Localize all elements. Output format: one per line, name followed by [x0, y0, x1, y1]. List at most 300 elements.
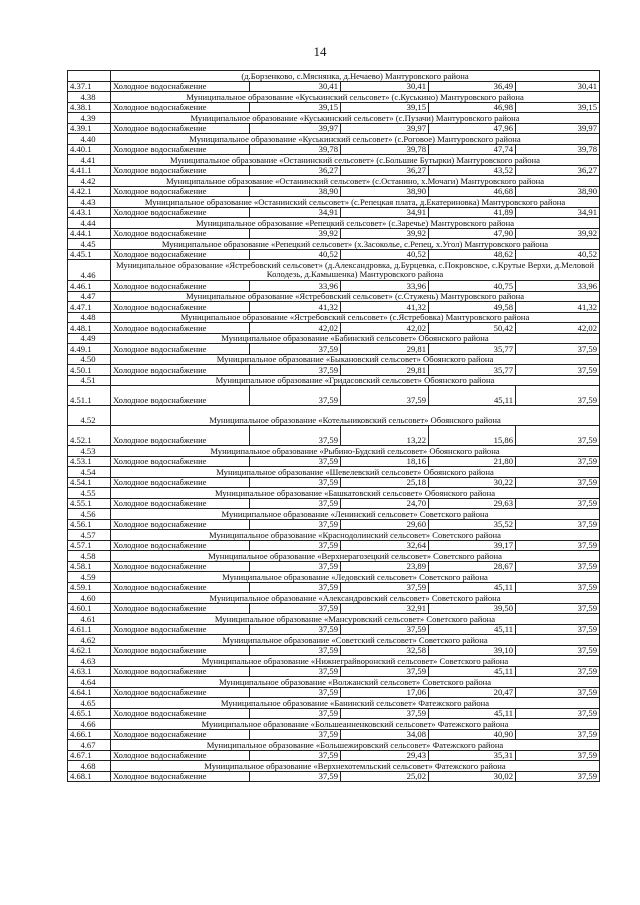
service-label: Холодное водоснабжение [111, 323, 250, 334]
service-label: Холодное водоснабжение [111, 386, 250, 406]
section-number: 4.67 [68, 740, 111, 751]
section-number: 4.58 [68, 551, 111, 562]
tariff-value-4: 37,59 [516, 365, 600, 376]
section-header-row [68, 375, 600, 386]
section-title: Муниципальное образование «Башкатовский сельсовет» Обоянского района [111, 488, 600, 499]
section-title: Муниципальное образование «Останинский сельсовет» (с.Большие Бутырки) Мантуровского района [111, 155, 600, 166]
section-number: 4.55 [68, 488, 111, 499]
table-row [68, 729, 600, 740]
table-row [68, 750, 600, 761]
table-row [68, 645, 600, 656]
table-row [68, 519, 600, 530]
row-number: 4.60.1 [68, 603, 111, 614]
tariff-value-2: 39,15 [341, 102, 429, 113]
table-row [68, 186, 600, 197]
row-number: 4.45.1 [68, 249, 111, 260]
service-label: Холодное водоснабжение [111, 750, 250, 761]
section-number: 4.38 [68, 92, 111, 103]
tariff-value-4: 42,02 [516, 323, 600, 334]
section-number: 4.39 [68, 113, 111, 124]
tariff-value-4: 37,59 [516, 519, 600, 530]
service-label: Холодное водоснабжение [111, 123, 250, 134]
section-number: 4.46 [68, 260, 111, 281]
tariff-value-3: 28,67 [429, 561, 516, 572]
section-title: Муниципальное образование «Репецкий сельсовет» (с.Заречье) Мантуровского района [111, 218, 600, 229]
tariff-value-4: 37,59 [516, 603, 600, 614]
tariff-value-3: 45,11 [429, 386, 516, 406]
section-title: Муниципальное образование «Котельниковский сельсовет» Обоянского района [111, 406, 600, 426]
tariff-value-1: 37,59 [250, 603, 341, 614]
section-header-row [68, 291, 600, 302]
table-row [68, 81, 600, 92]
table-row [68, 477, 600, 488]
table-row [68, 456, 600, 467]
section-number: 4.65 [68, 698, 111, 709]
section-title: Муниципальное образование «Волжанский сельсовет» Советского района [111, 677, 600, 688]
section-header-row [68, 530, 600, 541]
tariff-value-1: 37,59 [250, 519, 341, 530]
section-header-row [68, 761, 600, 772]
tariff-value-3: 43,52 [429, 165, 516, 176]
tariff-value-3: 46,68 [429, 186, 516, 197]
section-number: 4.42 [68, 176, 111, 187]
tariff-value-2: 39,97 [341, 123, 429, 134]
tariff-value-4: 37,59 [516, 498, 600, 509]
row-number: 4.42.1 [68, 186, 111, 197]
section-number: 4.68 [68, 761, 111, 772]
section-number: 4.57 [68, 530, 111, 541]
tariff-value-3: 20,47 [429, 687, 516, 698]
tariff-value-3: 40,75 [429, 281, 516, 292]
section-header-row [68, 614, 600, 625]
tariff-value-1: 33,96 [250, 281, 341, 292]
table-row [68, 540, 600, 551]
tariff-value-2: 24,70 [341, 498, 429, 509]
tariff-value-2: 34,91 [341, 207, 429, 218]
section-number: 4.49 [68, 333, 111, 344]
table-row [68, 102, 600, 113]
row-number: 4.46.1 [68, 281, 111, 292]
tariff-value-2: 42,02 [341, 323, 429, 334]
section-number: 4.40 [68, 134, 111, 145]
table-row [68, 561, 600, 572]
table-row [68, 207, 600, 218]
table-row [68, 228, 600, 239]
section-number: 4.61 [68, 614, 111, 625]
section-header-row [68, 406, 600, 426]
service-label: Холодное водоснабжение [111, 561, 250, 572]
section-number: 4.53 [68, 446, 111, 457]
section-title: Муниципальное образование «Нижнеграйворонский сельсовет» Советского района [111, 656, 600, 667]
service-label: Холодное водоснабжение [111, 165, 250, 176]
tariff-value-1: 36,27 [250, 165, 341, 176]
tariff-value-1: 37,59 [250, 426, 341, 446]
row-number: 4.39.1 [68, 123, 111, 134]
tariff-value-4: 37,59 [516, 456, 600, 467]
tariff-value-2: 38,90 [341, 186, 429, 197]
section-header-row [68, 333, 600, 344]
tariff-value-2: 32,64 [341, 540, 429, 551]
section-header-row [68, 593, 600, 604]
row-number: 4.44.1 [68, 228, 111, 239]
row-number: 4.57.1 [68, 540, 111, 551]
row-number: 4.49.1 [68, 344, 111, 355]
section-number: 4.56 [68, 509, 111, 520]
section-number: 4.59 [68, 572, 111, 583]
tariff-value-4: 33,96 [516, 281, 600, 292]
tariff-value-4: 37,59 [516, 540, 600, 551]
tariff-value-2: 41,32 [341, 302, 429, 313]
section-header-row [68, 260, 600, 281]
section-title: Муниципальное образование «Бабинский сельсовет» Обоянского района [111, 333, 600, 344]
table-row [68, 302, 600, 313]
row-number: 4.58.1 [68, 561, 111, 572]
service-label: Холодное водоснабжение [111, 426, 250, 446]
section-header-row [68, 218, 600, 229]
table-row [68, 666, 600, 677]
section-header-row [68, 92, 600, 103]
tariff-value-2: 34,08 [341, 729, 429, 740]
section-title: Муниципальное образование «Рыбино-Будский сельсовет» Обоянского района [111, 446, 600, 457]
section-header-row [68, 551, 600, 562]
service-label: Холодное водоснабжение [111, 456, 250, 467]
tariff-value-1: 37,59 [250, 645, 341, 656]
tariff-value-3: 15,86 [429, 426, 516, 446]
tariff-value-4: 37,59 [516, 708, 600, 719]
tariff-value-3: 45,11 [429, 582, 516, 593]
tariff-value-3: 35,52 [429, 519, 516, 530]
row-number: 4.41.1 [68, 165, 111, 176]
service-label: Холодное водоснабжение [111, 687, 250, 698]
tariff-value-3: 46,98 [429, 102, 516, 113]
tariff-value-4: 37,59 [516, 386, 600, 406]
section-title: (д.Борзенково, с.Мяснянка, д.Нечаево) Мантуровского района [111, 71, 600, 82]
tariff-value-2: 40,52 [341, 249, 429, 260]
section-number: 4.66 [68, 719, 111, 730]
tariff-value-2: 37,59 [341, 582, 429, 593]
tariff-value-2: 29,60 [341, 519, 429, 530]
section-title: Муниципальное образование «Ледовский сельсовет» Советского района [111, 572, 600, 583]
service-label: Холодное водоснабжение [111, 540, 250, 551]
row-number: 4.47.1 [68, 302, 111, 313]
service-label: Холодное водоснабжение [111, 249, 250, 260]
section-title: Муниципальное образование «Ленинский сельсовет» Советского района [111, 509, 600, 520]
tariff-value-3: 35,77 [429, 344, 516, 355]
tariff-value-1: 42,02 [250, 323, 341, 334]
section-number: 4.64 [68, 677, 111, 688]
tariff-value-1: 37,59 [250, 687, 341, 698]
tariff-value-2: 13,22 [341, 426, 429, 446]
table-row [68, 498, 600, 509]
tariff-value-1: 40,52 [250, 249, 341, 260]
tariff-value-4: 37,59 [516, 582, 600, 593]
section-header-row [68, 113, 600, 124]
section-title: Муниципальное образование «Большежировский сельсовет» Фатежского района [111, 740, 600, 751]
service-label: Холодное водоснабжение [111, 624, 250, 635]
section-number: 4.48 [68, 312, 111, 323]
tariff-value-3: 29,63 [429, 498, 516, 509]
tariff-value-1: 39,15 [250, 102, 341, 113]
service-label: Холодное водоснабжение [111, 771, 250, 782]
section-header-row [68, 677, 600, 688]
tariff-value-4: 39,92 [516, 228, 600, 239]
tariff-value-4: 37,59 [516, 624, 600, 635]
tariff-value-1: 37,59 [250, 624, 341, 635]
tariff-value-4: 41,32 [516, 302, 600, 313]
tariff-value-1: 37,59 [250, 561, 341, 572]
table-row [68, 771, 600, 782]
row-number: 4.62.1 [68, 645, 111, 656]
service-label: Холодное водоснабжение [111, 582, 250, 593]
table-row [68, 249, 600, 260]
tariff-value-1: 37,59 [250, 365, 341, 376]
tariff-value-2: 32,58 [341, 645, 429, 656]
tariff-value-4: 37,59 [516, 687, 600, 698]
table-row [68, 281, 600, 292]
tariff-value-1: 38,90 [250, 186, 341, 197]
service-label: Холодное водоснабжение [111, 207, 250, 218]
tariff-value-1: 30,41 [250, 81, 341, 92]
tariff-value-4: 37,59 [516, 750, 600, 761]
table-row [68, 165, 600, 176]
row-number: 4.59.1 [68, 582, 111, 593]
tariff-value-3: 47,90 [429, 228, 516, 239]
tariff-value-2: 17,06 [341, 687, 429, 698]
tariff-value-1: 39,78 [250, 144, 341, 155]
section-title: Муниципальное образование «Останинский сельсовет» (с.Останино, х.Мочаги) Мантуровского района [111, 176, 600, 187]
tariff-value-1: 37,59 [250, 386, 341, 406]
section-header-row [68, 134, 600, 145]
tariff-value-2: 39,92 [341, 228, 429, 239]
table-row [68, 426, 600, 446]
section-number: 4.52 [68, 406, 111, 426]
table-row [68, 603, 600, 614]
section-header-row [68, 155, 600, 166]
row-number: 4.43.1 [68, 207, 111, 218]
section-header-row [68, 656, 600, 667]
tariff-value-1: 37,59 [250, 498, 341, 509]
section-number: 4.62 [68, 635, 111, 646]
service-label: Холодное водоснабжение [111, 708, 250, 719]
table-row [68, 582, 600, 593]
section-title: Муниципальное образование «Ястребовский сельсовет» (д.Александровка, д.Бурцевка, с.Покровское, с.Крутые Верхи, д.Меловой Колодезь, д.Камышенка) Мантуровского района [111, 260, 600, 281]
tariff-value-1: 37,59 [250, 771, 341, 782]
tariff-value-2: 29,81 [341, 344, 429, 355]
tariff-value-3: 47,74 [429, 144, 516, 155]
tariff-value-2: 32,91 [341, 603, 429, 614]
section-number [68, 71, 111, 82]
tariff-value-4: 37,59 [516, 645, 600, 656]
service-label: Холодное водоснабжение [111, 519, 250, 530]
row-number: 4.50.1 [68, 365, 111, 376]
section-header-row [68, 740, 600, 751]
section-number: 4.44 [68, 218, 111, 229]
tariff-table [67, 70, 600, 782]
service-label: Холодное водоснабжение [111, 365, 250, 376]
row-number: 4.38.1 [68, 102, 111, 113]
section-header-row [68, 176, 600, 187]
row-number: 4.52.1 [68, 426, 111, 446]
table-row [68, 687, 600, 698]
section-title: Муниципальное образование «Репецкий сельсовет» (х.Засоколье, с.Репец, х.Угол) Мантуровского района [111, 239, 600, 250]
service-label: Холодное водоснабжение [111, 666, 250, 677]
tariff-value-3: 50,42 [429, 323, 516, 334]
section-number: 4.63 [68, 656, 111, 667]
section-header-row [68, 719, 600, 730]
row-number: 4.56.1 [68, 519, 111, 530]
service-label: Холодное водоснабжение [111, 281, 250, 292]
tariff-value-4: 40,52 [516, 249, 600, 260]
tariff-value-3: 41,89 [429, 207, 516, 218]
section-title: Муниципальное образование «Куськинский сельсовет» (с.Пузачи) Мантуровского района [111, 113, 600, 124]
tariff-value-1: 37,59 [250, 540, 341, 551]
section-title: Муниципальное образование «Советский сельсовет» Советского района [111, 635, 600, 646]
row-number: 4.67.1 [68, 750, 111, 761]
tariff-value-1: 37,59 [250, 750, 341, 761]
service-label: Холодное водоснабжение [111, 302, 250, 313]
section-title: Муниципальное образование «Гридасовский сельсовет» Обоянского района [111, 375, 600, 386]
service-label: Холодное водоснабжение [111, 729, 250, 740]
service-label: Холодное водоснабжение [111, 477, 250, 488]
section-title: Муниципальное образование «Банинский сельсовет» Фатежского района [111, 698, 600, 709]
section-number: 4.50 [68, 354, 111, 365]
tariff-value-3: 40,90 [429, 729, 516, 740]
table-row [68, 323, 600, 334]
section-title: Муниципальное образование «Куськинский сельсовет» (с.Куськино) Мантуровского района [111, 92, 600, 103]
section-number: 4.51 [68, 375, 111, 386]
section-number: 4.60 [68, 593, 111, 604]
service-label: Холодное водоснабжение [111, 81, 250, 92]
table-row [68, 708, 600, 719]
section-title: Муниципальное образование «Краснодолинский сельсовет» Советского района [111, 530, 600, 541]
row-number: 4.54.1 [68, 477, 111, 488]
row-number: 4.68.1 [68, 771, 111, 782]
service-label: Холодное водоснабжение [111, 498, 250, 509]
tariff-value-4: 34,91 [516, 207, 600, 218]
row-number: 4.40.1 [68, 144, 111, 155]
row-number: 4.61.1 [68, 624, 111, 635]
tariff-value-1: 34,91 [250, 207, 341, 218]
tariff-value-1: 37,59 [250, 729, 341, 740]
service-label: Холодное водоснабжение [111, 645, 250, 656]
table-row [68, 365, 600, 376]
section-title: Муниципальное образование «Куськинский сельсовет» (с.Роговое) Мантуровского района [111, 134, 600, 145]
tariff-value-2: 39,78 [341, 144, 429, 155]
tariff-value-3: 45,11 [429, 624, 516, 635]
tariff-value-1: 37,59 [250, 344, 341, 355]
tariff-value-3: 36,49 [429, 81, 516, 92]
tariff-value-4: 38,90 [516, 186, 600, 197]
section-number: 4.47 [68, 291, 111, 302]
tariff-value-2: 29,43 [341, 750, 429, 761]
tariff-value-3: 39,50 [429, 603, 516, 614]
service-label: Холодное водоснабжение [111, 344, 250, 355]
row-number: 4.37.1 [68, 81, 111, 92]
tariff-value-4: 30,41 [516, 81, 600, 92]
section-header-row [68, 635, 600, 646]
section-header-row [68, 509, 600, 520]
tariff-value-2: 30,41 [341, 81, 429, 92]
table-row [68, 386, 600, 406]
tariff-value-3: 39,17 [429, 540, 516, 551]
row-number: 4.53.1 [68, 456, 111, 467]
tariff-value-2: 36,27 [341, 165, 429, 176]
tariff-value-3: 48,62 [429, 249, 516, 260]
service-label: Холодное водоснабжение [111, 144, 250, 155]
tariff-value-1: 41,32 [250, 302, 341, 313]
tariff-value-4: 36,27 [516, 165, 600, 176]
tariff-value-2: 33,96 [341, 281, 429, 292]
section-title: Муниципальное образование «Мансуровский сельсовет» Советского района [111, 614, 600, 625]
tariff-value-3: 35,77 [429, 365, 516, 376]
table-row [68, 344, 600, 355]
service-label: Холодное водоснабжение [111, 228, 250, 239]
tariff-value-4: 37,59 [516, 771, 600, 782]
row-number: 4.48.1 [68, 323, 111, 334]
section-header-row [68, 354, 600, 365]
tariff-value-2: 37,59 [341, 666, 429, 677]
page-number: 14 [313, 44, 327, 59]
tariff-value-2: 37,59 [341, 708, 429, 719]
tariff-value-3: 30,22 [429, 477, 516, 488]
tariff-value-3: 47,96 [429, 123, 516, 134]
row-number: 4.63.1 [68, 666, 111, 677]
tariff-value-4: 37,59 [516, 426, 600, 446]
section-header-row [68, 698, 600, 709]
tariff-value-2: 29,81 [341, 365, 429, 376]
tariff-value-4: 39,97 [516, 123, 600, 134]
section-header-row [68, 572, 600, 583]
service-label: Холодное водоснабжение [111, 603, 250, 614]
tariff-value-1: 37,59 [250, 456, 341, 467]
tariff-value-4: 37,59 [516, 729, 600, 740]
row-number: 4.65.1 [68, 708, 111, 719]
tariff-value-1: 37,59 [250, 708, 341, 719]
section-header-row [68, 239, 600, 250]
row-number: 4.66.1 [68, 729, 111, 740]
section-number: 4.43 [68, 197, 111, 208]
tariff-value-3: 21,80 [429, 456, 516, 467]
tariff-value-3: 49,58 [429, 302, 516, 313]
table-row [68, 144, 600, 155]
row-number: 4.55.1 [68, 498, 111, 509]
tariff-value-3: 45,11 [429, 708, 516, 719]
tariff-value-1: 37,59 [250, 477, 341, 488]
continuation-row [68, 71, 600, 82]
section-header-row [68, 197, 600, 208]
tariff-value-1: 39,97 [250, 123, 341, 134]
tariff-value-1: 39,92 [250, 228, 341, 239]
section-header-row [68, 312, 600, 323]
row-number: 4.64.1 [68, 687, 111, 698]
section-title: Муниципальное образование «Верхнехотемльский сельсовет» Фатежского района [111, 761, 600, 772]
section-title: Муниципальное образование «Верхнерагозецкий сельсовет» Советского района [111, 551, 600, 562]
tariff-value-4: 39,15 [516, 102, 600, 113]
section-title: Муниципальное образование «Быкановский сельсовет» Обоянского района [111, 354, 600, 365]
section-number: 4.41 [68, 155, 111, 166]
section-title: Муниципальное образование «Останинский сельсовет» (с.Репецкая плата, д.Екатериновка) Мантуровского района [111, 197, 600, 208]
tariff-value-3: 35,31 [429, 750, 516, 761]
section-number: 4.54 [68, 467, 111, 478]
tariff-value-4: 37,59 [516, 666, 600, 677]
tariff-value-1: 37,59 [250, 666, 341, 677]
tariff-value-2: 37,59 [341, 386, 429, 406]
tariff-value-3: 30,02 [429, 771, 516, 782]
tariff-value-2: 25,18 [341, 477, 429, 488]
tariff-value-4: 37,59 [516, 477, 600, 488]
tariff-value-1: 37,59 [250, 582, 341, 593]
section-title: Муниципальное образование «Шевелевский сельсовет» Обоянского района [111, 467, 600, 478]
